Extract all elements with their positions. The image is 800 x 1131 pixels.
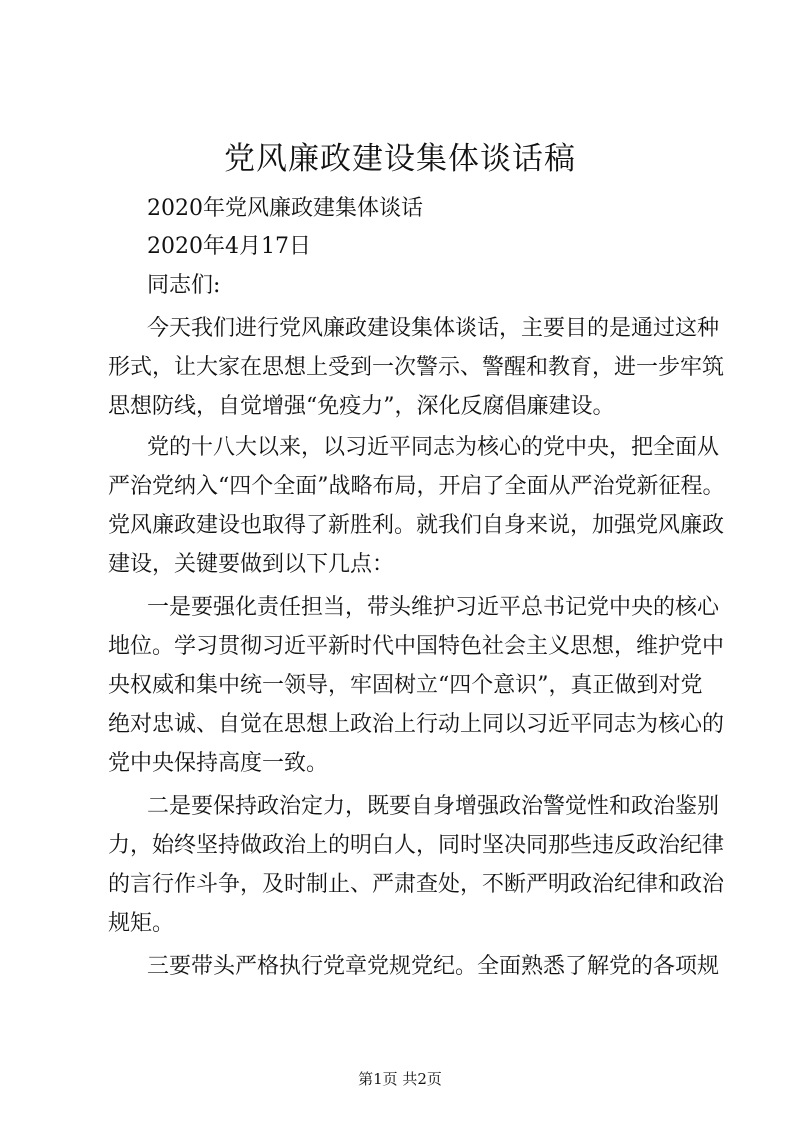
paragraph-4-line-2: 力，始终坚持做政治上的明白人，同时坚决同那些违反政治纪律 xyxy=(108,833,725,858)
paragraph-3-line-2: 地位。学习贯彻习近平新时代中国特色社会主义思想，维护党中 xyxy=(108,634,725,659)
document-title: 党风廉政建设集体谈话稿 xyxy=(224,141,576,177)
paragraph-4-line-4: 规矩。 xyxy=(108,911,175,936)
paragraph-4-line-1: 二是要保持政治定力，既要自身增强政治警觉性和政治鉴别 xyxy=(147,794,720,819)
paragraph-3-line-1: 一是要强化责任担当，带头维护习近平总书记党中央的核心 xyxy=(147,595,720,620)
document-date: 2020年4月17日 xyxy=(147,234,311,259)
paragraph-3-line-3: 央权威和集中统一领导，牢固树立“四个意识”，真正做到对党 xyxy=(108,673,703,698)
paragraph-2-line-2: 严治党纳入“四个全面”战略布局，开启了全面从严治党新征程。 xyxy=(108,474,725,499)
page-indicator: 第1页 共2页 xyxy=(358,1070,442,1088)
paragraph-3-line-4: 绝对忠诚、自觉在思想上政治上行动上同以习近平同志为核心的 xyxy=(108,712,725,737)
salutation: 同志们: xyxy=(147,273,221,298)
paragraph-1-line-1: 今天我们进行党风廉政建设集体谈话，主要目的是通过这种 xyxy=(147,316,720,341)
paragraph-1-line-3: 思想防线，自觉增强“免疫力”，深化反腐倡廉建设。 xyxy=(108,394,615,419)
paragraph-4-line-3: 的言行作斗争，及时制止、严肃查处，不断严明政治纪律和政治 xyxy=(108,872,725,897)
paragraph-2-line-4: 建设，关键要做到以下几点： xyxy=(108,552,395,577)
paragraph-5-line-1: 三要带头严格执行党章党规党纪。全面熟悉了解党的各项规 xyxy=(147,954,720,979)
paragraph-3-line-5: 党中央保持高度一致。 xyxy=(108,751,329,776)
paragraph-2-line-1: 党的十八大以来，以习近平同志为核心的党中央，把全面从 xyxy=(147,435,720,460)
paragraph-1-line-2: 形式，让大家在思想上受到一次警示、警醒和教育，进一步牢筑 xyxy=(108,355,725,380)
document-subtitle: 2020年党风廉政建集体谈话 xyxy=(147,196,423,221)
paragraph-2-line-3: 党风廉政建设也取得了新胜利。就我们自身来说，加强党风廉政 xyxy=(108,513,725,538)
